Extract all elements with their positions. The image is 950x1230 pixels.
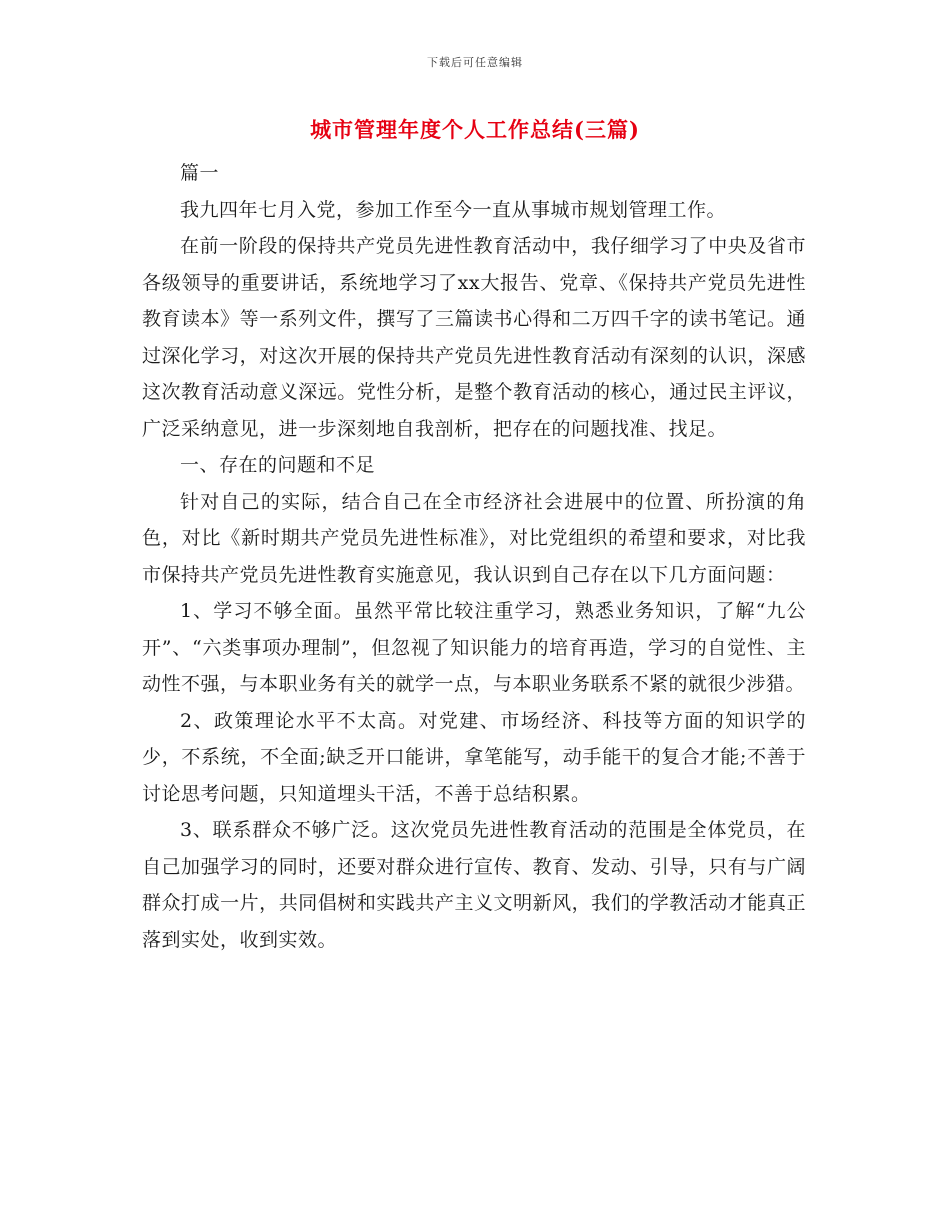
- document-body: [142, 155, 806, 958]
- header-note: 下载后可任意编辑: [427, 56, 523, 69]
- paragraph-study-activities: 在前一阶段的保持共产党员先进性教育活动中，我仔细学习了中央及省市各级领导的重要讲话，系统地学习了xx大报告、党章、《保持共产党员先进性教育读本》等一系列文件，撰写了三篇读书心得和二万四千字的读书笔记。通过深化学习，对这次开展的保持共产党员先进性教育活动有深刻的认识，深感这次教育活动意义深远。党性分析，是整个教育活动的核心，通过民主评议，广泛采纳意见，进一步深刻地自我剖析，把存在的问题找准、找足。: [142, 235, 806, 440]
- document-title: 城市管理年度个人工作总结(三篇): [310, 117, 640, 142]
- paragraph-self-assessment: 针对自己的实际，结合自己在全市经济社会进展中的位置、所扮演的角色，对比《新时期共产党员先进性标准》，对比党组织的希望和要求，对比我市保持共产党员先进性教育实施意见，我认识到自己存在以下几方面问题：: [142, 490, 806, 586]
- section-heading-problems: 一、存在的问题和不足: [180, 454, 376, 476]
- paragraph-item-1: 1、学习不够全面。虽然平常比较注重学习，熟悉业务知识，了解“九公开”、“六类事项办理制”，但忽视了知识能力的培育再造，学习的自觉性、主动性不强，与本职业务有关的就学一点，与本职业务联系不紧的就很少涉猎。: [142, 600, 806, 695]
- paragraph-item-3: 3、联系群众不够广泛。这次党员先进性教育活动的范围是全体党员，在自己加强学习的同时，还要对群众进行宣传、教育、发动、引导，只有与广阔群众打成一片，共同倡树和实践共产主义文明新风，我们的学教活动才能真正落到实处，收到实效。: [142, 819, 806, 951]
- paragraph-party-join: 我九四年七月入党，参加工作至今一直从事城市规划管理工作。: [180, 198, 727, 221]
- paragraph-item-2: 2、政策理论水平不太高。对党建、市场经济、科技等方面的知识学的少，不系统，不全面;缺乏开口能讲，拿笔能写，动手能干的复合才能;不善于讨论思考问题，只知道埋头干活，不善于总结积累。: [142, 709, 806, 805]
- section-heading-part-one: 篇一: [180, 162, 220, 184]
